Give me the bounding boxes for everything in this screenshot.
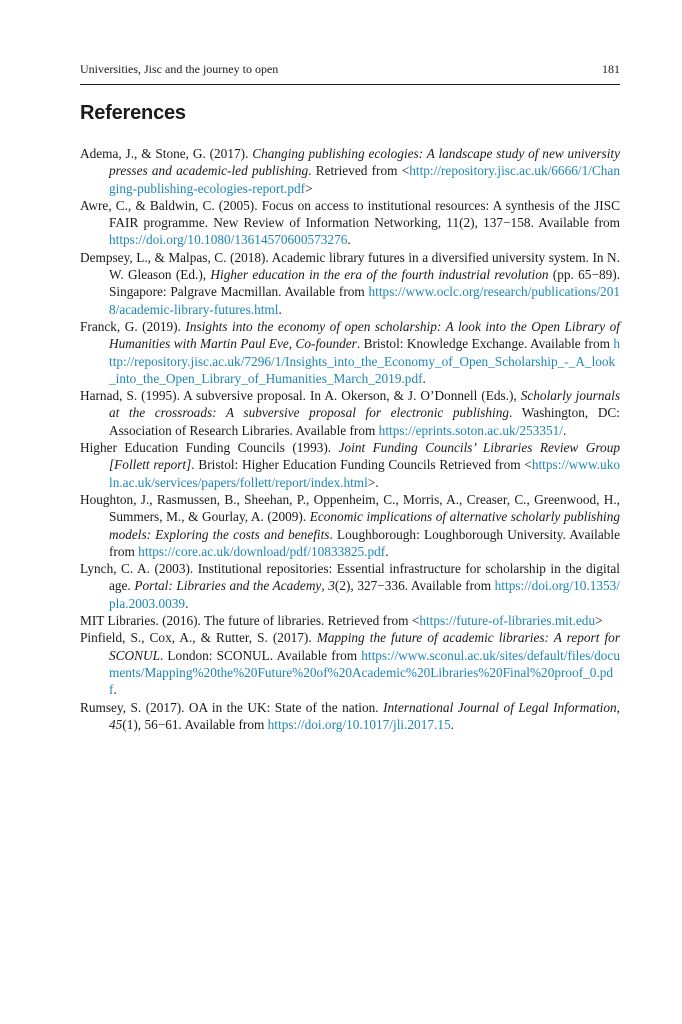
reference-link[interactable]: https://doi.org/10.1080/13614570600573276 — [109, 232, 348, 248]
header-rule — [80, 84, 620, 85]
reference-link[interactable]: https://future-of-libraries.mit.edu — [419, 613, 596, 629]
reference-link[interactable]: http://repository.jisc.ac.uk/6666/1/Changing-publishing-ecologies-report.pdf — [109, 163, 620, 196]
reference-link[interactable]: https://eprints.soton.ac.uk/253351/ — [378, 422, 563, 438]
reference-entry: Franck, G. (2019). Insights into the economy of open scholarship: A look into the Open Library of Humanities with Martin Paul Eve, Co-founder. Bristol: Knowledge Exchange. Available from http://repository.jisc.ac.uk/7296/1/Insights_into_the_Economy_of_Open_Scholarship_-_A_look_into_the_Open_Library_of_Humanities_March_2019.pdf. — [80, 318, 620, 386]
reference-link[interactable]: https://core.ac.uk/download/pdf/10833825.pdf — [138, 543, 386, 559]
reference-list — [80, 145, 620, 733]
reference-link[interactable]: https://doi.org/10.1017/jli.2017.15 — [267, 716, 451, 732]
running-head — [80, 62, 620, 77]
reference-entry: Higher Education Funding Councils (1993). Joint Funding Councils’ Libraries Review Group [Follett report]. Bristol: Higher Education Funding Councils Retrieved from <https://www.ukoln.ac.uk/services/papers/follett/report/index.html>. — [80, 440, 620, 490]
reference-entry: Awre, C., & Baldwin, C. (2005). Focus on access to institutional resources: A synthesis of the JISC FAIR programme. New Review of Information Networking, 11(2), 137−158. Available from https://doi.org/10.1080/13614570600573276. — [80, 197, 620, 248]
reference-entry: Lynch, C. A. (2003). Institutional repositories: Essential infrastructure for scholarship in the digital age. Portal: Libraries and the Academy, 3(2), 327−336. Available from https://doi.org/10.1353/pla.2003.0039. — [80, 561, 621, 611]
reference-link[interactable]: http://repository.jisc.ac.uk/7296/1/Insights_into_the_Economy_of_Open_Scholarship_-_A_look_into_the_Open_Library_of_Humanities_March_2019.pdf — [109, 336, 620, 386]
reference-link[interactable]: https://www.sconul.ac.uk/sites/default/files/documents/Mapping%20the%20Future%20of%20Academic%20Libraries%20Final%20proof_0.pdf — [109, 647, 620, 698]
section-heading: References — [80, 102, 186, 124]
reference-entry: Houghton, J., Rasmussen, B., Sheehan, P., Oppenheim, C., Morris, A., Creaser, C., Greenwood, H., Summers, M., & Gourlay, A. (2009). Economic implications of alternative scholarly publishing models: Exploring the costs and benefits. Loughborough: Loughborough University. Available from https://core.ac.uk/download/pdf/10833825.pdf. — [80, 491, 621, 559]
reference-entry: Harnad, S. (1995). A subversive proposal. In A. Okerson, & J. O’Donnell (Eds.), Scholarly journals at the crossroads: A subversive proposal for electronic publishing. Washington, DC: Association of Research Libraries. Available from https://eprints.soton.ac.uk/253351/. — [80, 388, 620, 438]
reference-entry: Pinfield, S., Cox, A., & Rutter, S. (2017). Mapping the future of academic libraries: A report for SCONUL. London: SCONUL. Available from https://www.sconul.ac.uk/sites/default/files/documents/Mapping%20the%20Future%20of%20Academic%20Libraries%20Final%20proof_0.pdf. — [80, 630, 620, 698]
running-title: Universities, Jisc and the journey to open — [80, 62, 279, 76]
reference-entry: MIT Libraries. (2016). The future of libraries. Retrieved from <https://future-of-libraries.mit.edu> — [80, 613, 603, 629]
page-number: 181 — [602, 62, 620, 76]
reference-link[interactable]: https://doi.org/10.1353/pla.2003.0039 — [109, 578, 621, 611]
reference-entry: Rumsey, S. (2017). OA in the UK: State of the nation. International Journal of Legal Information, 45(1), 56−61. Available from https://doi.org/10.1017/jli.2017.15. — [80, 699, 620, 732]
reference-entry: Dempsey, L., & Malpas, C. (2018). Academic library futures in a diversified university system. In N. W. Gleason (Ed.), Higher education in the era of the fourth industrial revolution (pp. 65−89). Singapore: Palgrave Macmillan. Available from https://www.oclc.org/research/publications/2018/academic-library-futures.html. — [80, 249, 620, 317]
reference-entry: Adema, J., & Stone, G. (2017). Changing publishing ecologies: A landscape study of new university presses and academic-led publishing. Retrieved from <http://repository.jisc.ac.uk/6666/1/Changing-publishing-ecologies-report.pdf> — [80, 146, 620, 196]
reference-link[interactable]: https://www.ukoln.ac.uk/services/papers/follett/report/index.html — [109, 457, 620, 490]
reference-link[interactable]: https://www.oclc.org/research/publications/2018/academic-library-futures.html — [109, 284, 620, 317]
